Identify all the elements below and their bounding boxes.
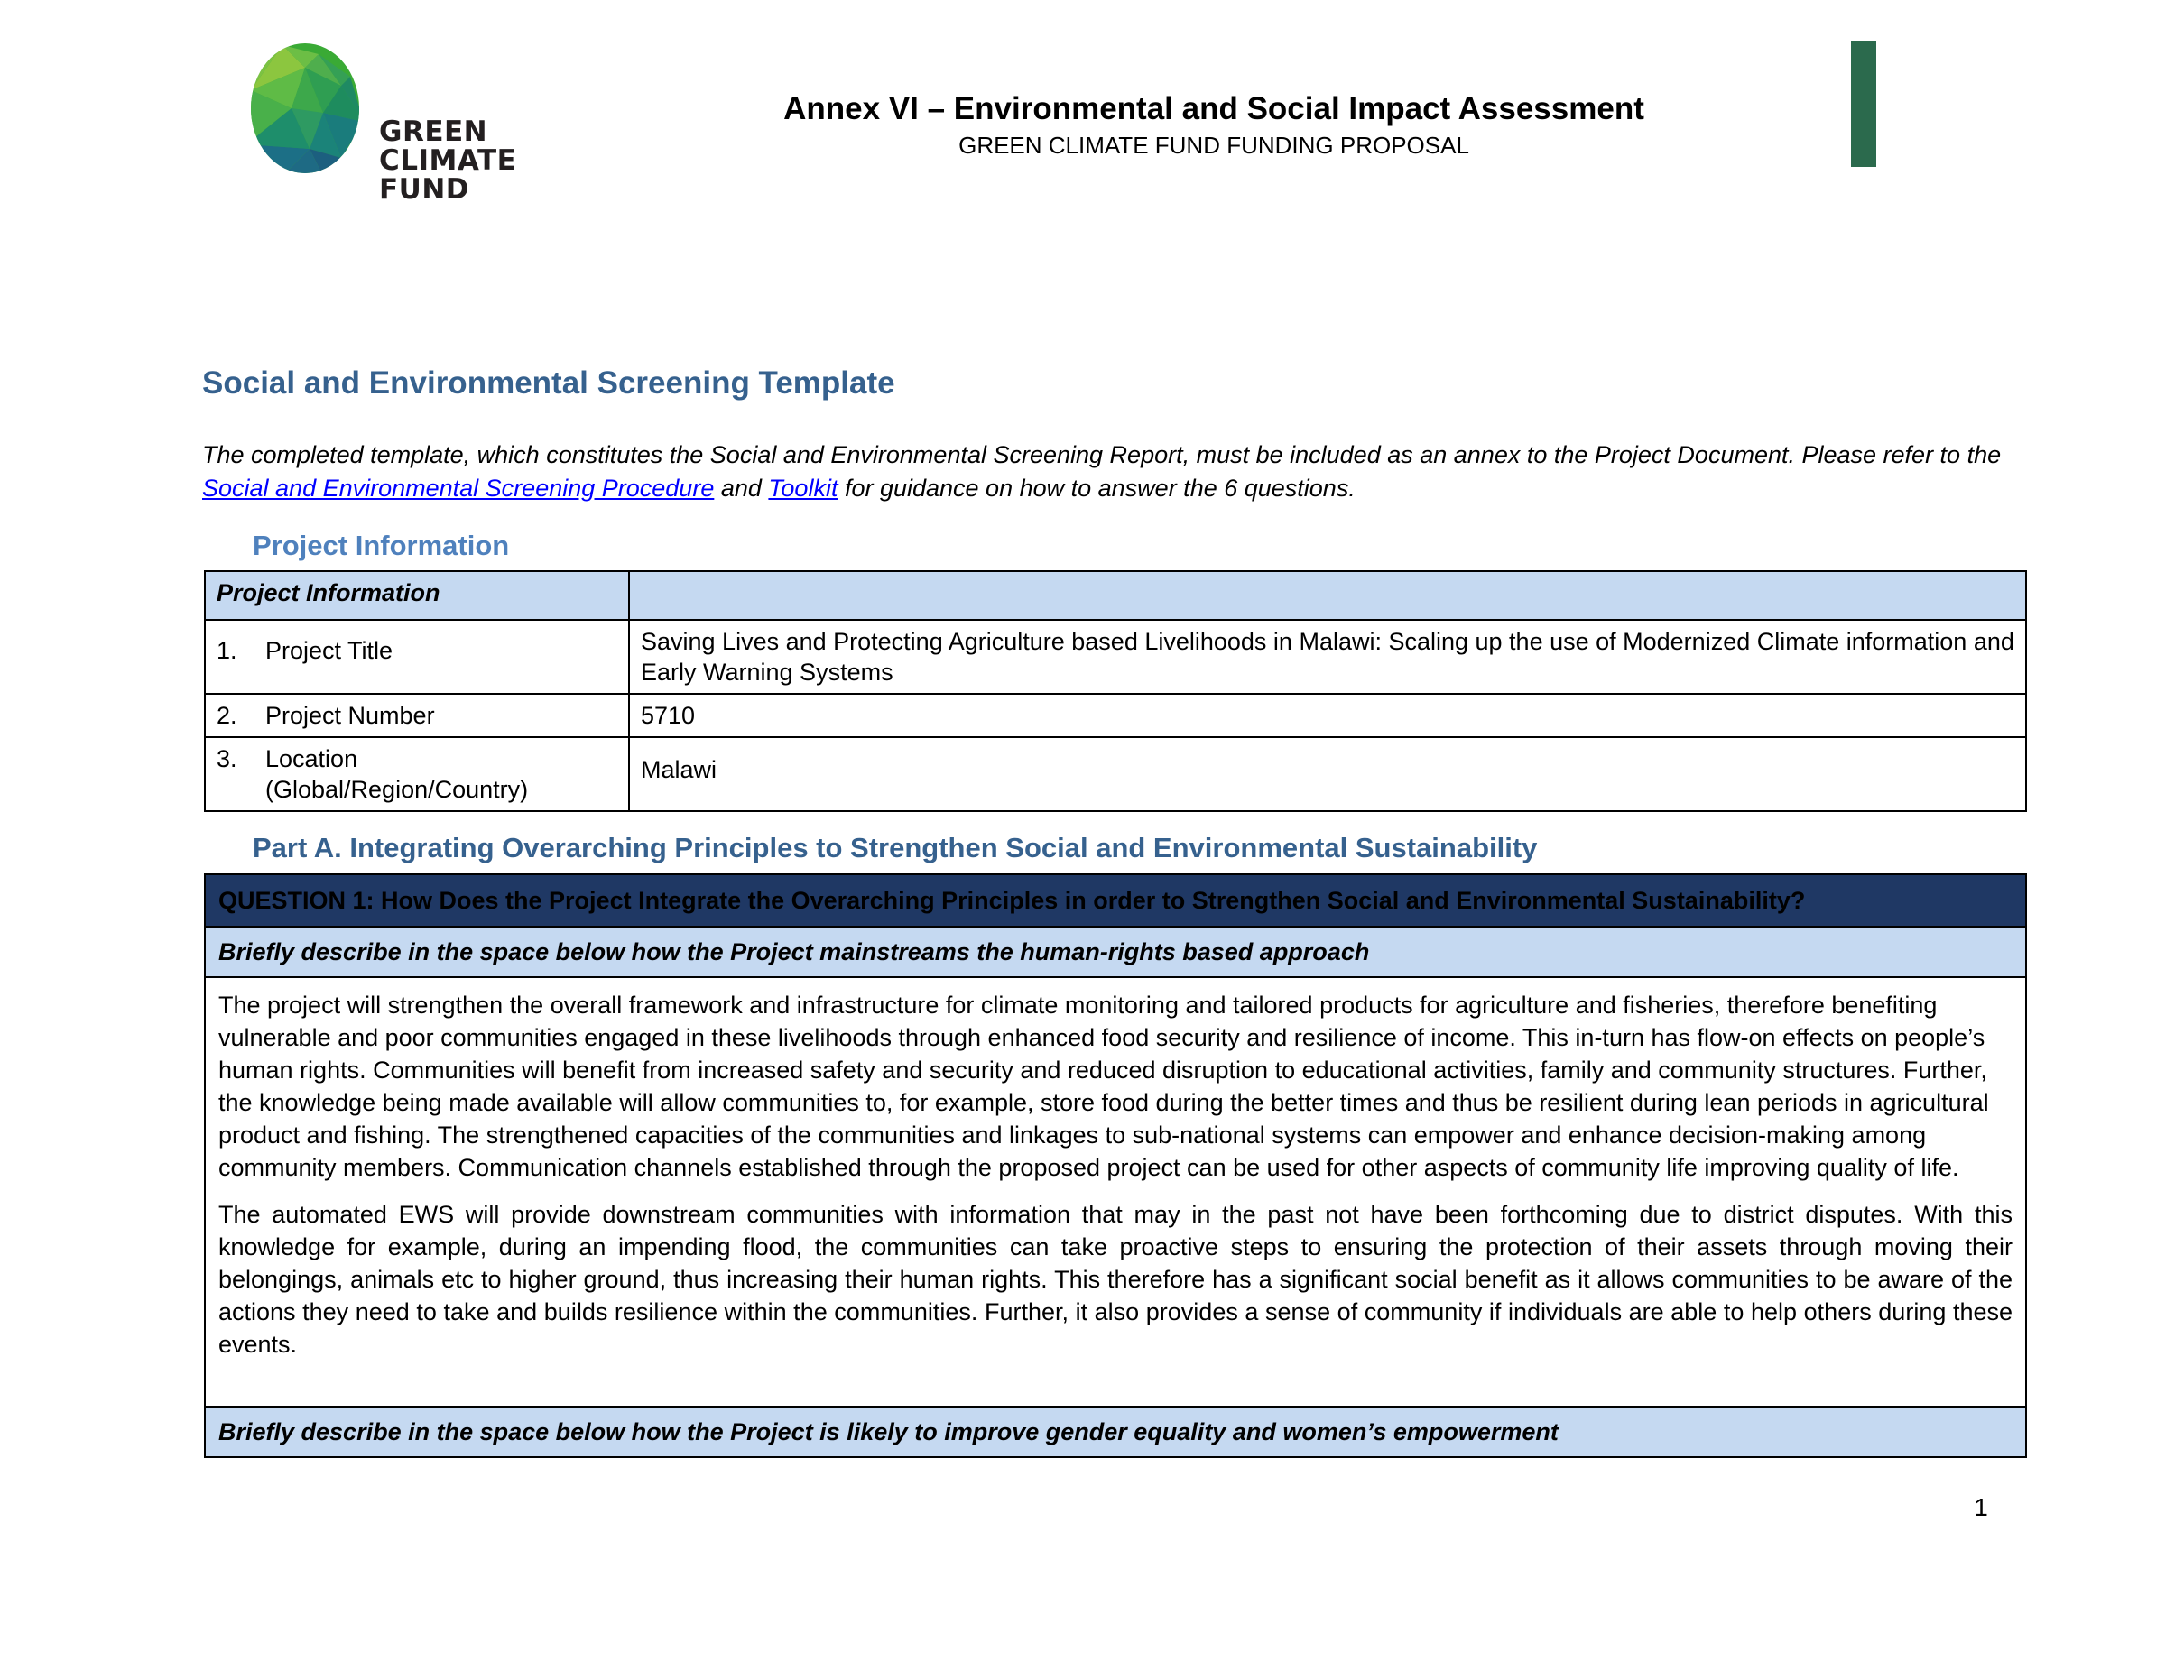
gcf-logo-line-1: GREEN bbox=[379, 115, 488, 148]
row-number-3: 3. bbox=[217, 745, 237, 772]
instruction-row-2 bbox=[205, 1407, 2026, 1457]
question-1-heading: QUESTION 1: How Does the Project Integrate the Overarching Principles in order to Strengthen Social and Environmental Sustainability? bbox=[205, 874, 2026, 927]
answer-paragraph-2: The automated EWS will provide downstream communities with information that may in the past not have been forthcoming due to district disputes. With this knowledge for example, during an impending flood, the communities can take proactive steps to ensuring the protection of their assets through moving their belongings, animals etc to higher ground, thus increasing their human rights. This therefore has a significant social benefit as it allows communities to be aware of the actions they need to take and builds resilience within the communities. Further, it also provides a sense of community if individuals are able to help others during these events. bbox=[218, 1201, 2013, 1358]
page-title: Social and Environmental Screening Template bbox=[202, 365, 895, 401]
gcf-logo-wordmark bbox=[379, 117, 516, 204]
section-heading-part-a: Part A. Integrating Overarching Principles to Strengthen Social and Environmental Sustainability bbox=[253, 832, 1538, 863]
instruction-row-1 bbox=[205, 927, 2026, 977]
intro-paragraph bbox=[202, 438, 2026, 505]
row-label-text-2: Project Number bbox=[265, 702, 435, 729]
table-header-cell-value bbox=[629, 571, 2026, 620]
row-value-project-title: Saving Lives and Protecting Agriculture based Livelihoods in Malawi: Scaling up the use of Modernized Climate information and Early Warning Systems bbox=[629, 620, 2026, 694]
row-value-project-number: 5710 bbox=[629, 694, 2026, 737]
answer-row bbox=[205, 977, 2026, 1407]
section-heading-project-information: Project Information bbox=[253, 530, 510, 561]
header-accent-bar bbox=[1851, 41, 1876, 167]
row-label-text-1: Project Title bbox=[265, 637, 393, 664]
green-climate-fund-globe-icon bbox=[242, 36, 368, 180]
instruction-gender-equality: Briefly describe in the space below how the Project is likely to improve gender equality and women’s empowerment bbox=[205, 1407, 2026, 1457]
row-number-3-spacer bbox=[217, 774, 265, 805]
intro-text-part-3: for guidance on how to answer the 6 questions. bbox=[838, 475, 1356, 502]
annex-subtitle: GREEN CLIMATE FUND FUNDING PROPOSAL bbox=[958, 132, 1469, 159]
link-screening-procedure[interactable]: Social and Environmental Screening Procedure bbox=[202, 475, 715, 502]
row-label-project-title bbox=[205, 620, 629, 694]
row-label-text-3: Location bbox=[265, 745, 358, 772]
intro-text-part-1: The completed template, which constitutes the Social and Environmental Screening Report, must be included as an annex to the Project Document. Please refer to the bbox=[202, 441, 2002, 468]
row-label-location bbox=[205, 737, 629, 811]
table-row bbox=[205, 737, 2026, 811]
page-number: 1 bbox=[1974, 1493, 1988, 1521]
gcf-logo-line-3: FUND bbox=[379, 173, 470, 206]
instruction-human-rights: Briefly describe in the space below how the Project mainstreams the human-rights based approach bbox=[205, 927, 2026, 977]
table-row bbox=[205, 694, 2026, 737]
link-toolkit[interactable]: Toolkit bbox=[768, 475, 838, 502]
gcf-logo bbox=[242, 36, 517, 208]
answer-paragraph-1: The project will strengthen the overall framework and infrastructure for climate monitoring and tailored products for agriculture and fisheries, therefore benefiting vulnerable and poor communities engaged in these livelihoods through enhanced food security and resilience of income. This in-turn has flow-on effects on people’s human rights. Communities will benefit from increased safety and security and reduced disruption to educational activities, family and community structures. Further, the knowledge being made available will allow communities to, for example, store food during the better times and thus be resilient during lean periods in agricultural product and fishing. The strengthened capacities of the communities and linkages to sub-national systems can empower and enhance decision-making among community members. Communication channels established through the proposed project can be used for other aspects of community life improving quality of life. bbox=[218, 992, 1989, 1181]
row-number-1: 1. bbox=[217, 637, 237, 664]
question-1-table bbox=[204, 873, 2027, 1458]
page-header bbox=[0, 0, 2184, 226]
table-header-row bbox=[205, 571, 2026, 620]
answer-human-rights[interactable] bbox=[205, 977, 2026, 1407]
row-label-project-number bbox=[205, 694, 629, 737]
project-information-table bbox=[204, 570, 2027, 812]
answer-trailing-space bbox=[218, 1361, 2013, 1391]
header-title-block bbox=[632, 90, 1796, 161]
table-row bbox=[205, 620, 2026, 694]
row-label-text-3-line2: (Global/Region/Country) bbox=[265, 776, 529, 803]
table-header-cell-label: Project Information bbox=[205, 571, 629, 620]
row-value-location: Malawi bbox=[629, 737, 2026, 811]
gcf-logo-line-2: CLIMATE bbox=[379, 144, 517, 177]
row-number-2: 2. bbox=[217, 702, 237, 729]
annex-title: Annex VI – Environmental and Social Impact Assessment bbox=[783, 91, 1644, 126]
intro-text-part-2: and bbox=[714, 475, 769, 502]
question-bar-row bbox=[205, 874, 2026, 927]
